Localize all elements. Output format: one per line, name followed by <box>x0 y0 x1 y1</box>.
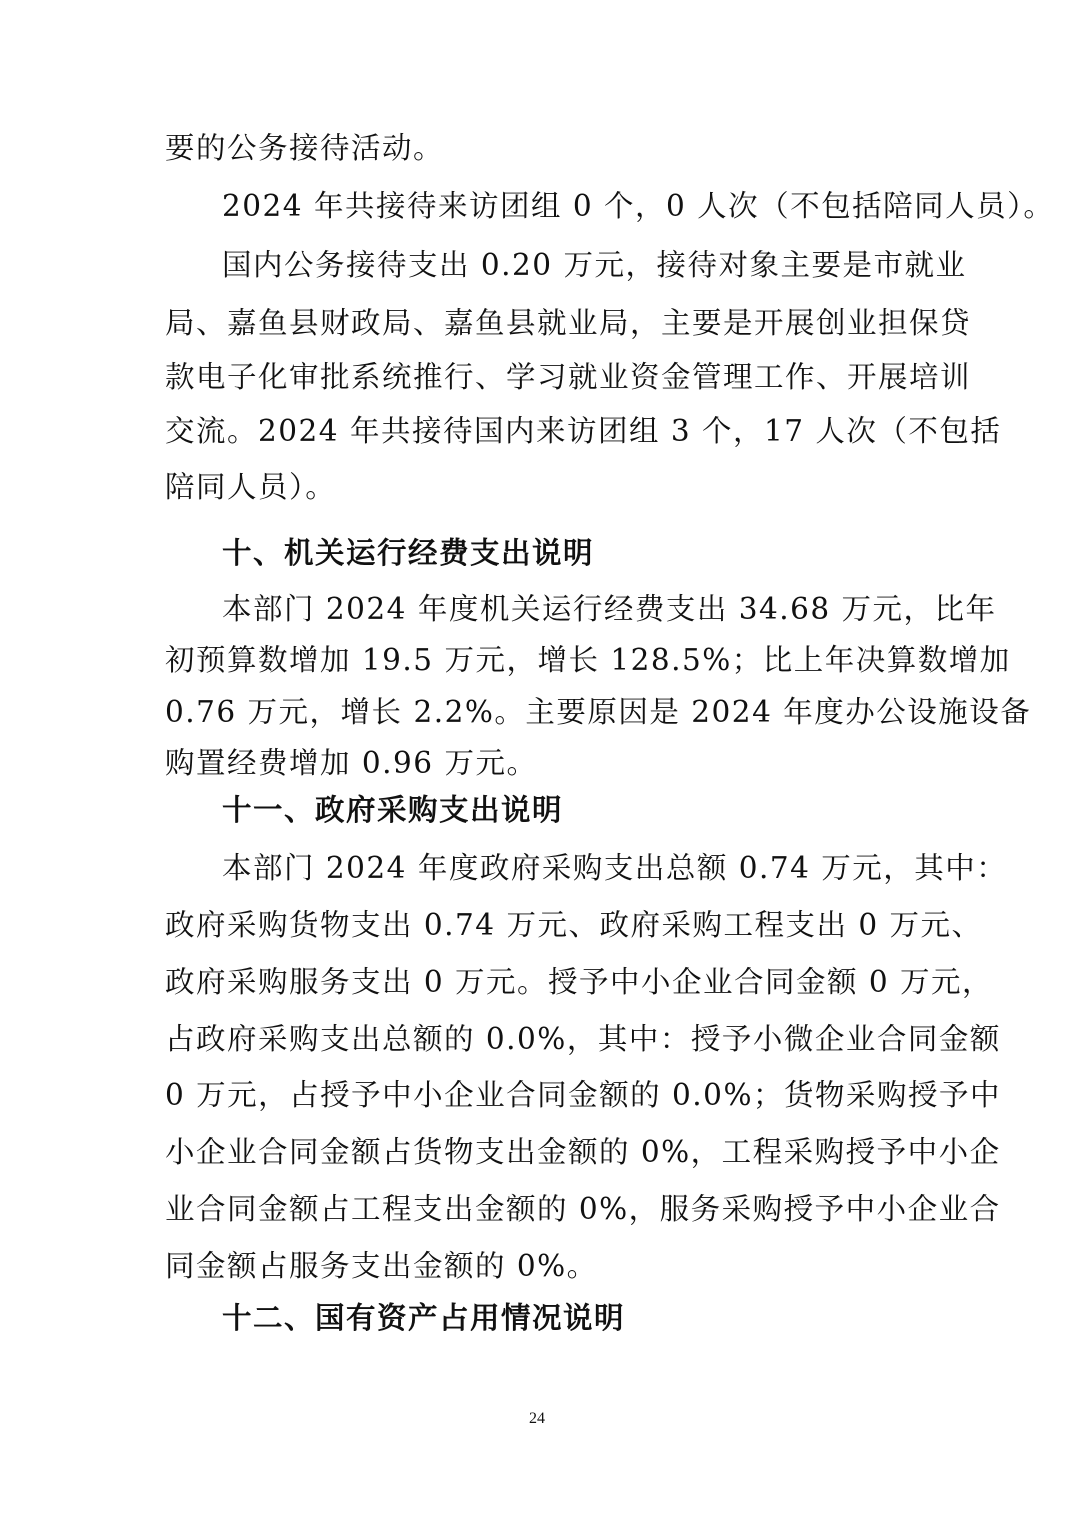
paragraph-line: 0.76 万元，增长 2.2%。主要原因是 2024 年度办公设施设备 <box>165 695 1032 729</box>
section-heading: 十、机关运行经费支出说明 <box>222 536 595 570</box>
section-heading: 十一、政府采购支出说明 <box>222 793 564 827</box>
paragraph-line: 陪同人员）。 <box>165 470 337 504</box>
paragraph-line: 本部门 2024 年度机关运行经费支出 34.68 万元，比年 <box>222 592 997 626</box>
paragraph-line: 2024 年共接待来访团组 0 个，0 人次（不包括陪同人员）。 <box>222 189 1055 223</box>
paragraph-line: 国内公务接待支出 0.20 万元，接待对象主要是市就业 <box>222 248 967 282</box>
paragraph-line: 初预算数增加 19.5 万元，增长 128.5%；比上年决算数增加 <box>165 643 1011 677</box>
paragraph-line: 小企业合同金额占货物支出金额的 0%，工程采购授予中小企 <box>165 1135 1001 1169</box>
paragraph-line: 购置经费增加 0.96 万元。 <box>165 746 538 780</box>
paragraph-line: 局、嘉鱼县财政局、嘉鱼县就业局，主要是开展创业担保贷 <box>165 306 972 340</box>
paragraph-line: 同金额占服务支出金额的 0%。 <box>165 1249 598 1283</box>
section-heading: 十二、国有资产占用情况说明 <box>222 1301 626 1335</box>
paragraph-line: 占政府采购支出总额的 0.0%，其中：授予小微企业合同金额 <box>165 1022 1001 1056</box>
paragraph-line: 本部门 2024 年度政府采购支出总额 0.74 万元，其中： <box>222 851 1008 885</box>
paragraph-line: 政府采购服务支出 0 万元。授予中小企业合同金额 0 万元， <box>165 965 994 999</box>
paragraph-line: 交流。2024 年共接待国内来访团组 3 个，17 人次（不包括 <box>165 414 1002 448</box>
paragraph-line: 要的公务接待活动。 <box>165 131 445 165</box>
paragraph-line: 款电子化审批系统推行、学习就业资金管理工作、开展培训 <box>165 360 972 394</box>
paragraph-line: 政府采购货物支出 0.74 万元、政府采购工程支出 0 万元、 <box>165 908 983 942</box>
paragraph-line: 业合同金额占工程支出金额的 0%，服务采购授予中小企业合 <box>165 1192 1001 1226</box>
paragraph-line: 0 万元，占授予中小企业合同金额的 0.0%；货物采购授予中 <box>165 1078 1001 1112</box>
page-number: 24 <box>529 1410 545 1427</box>
